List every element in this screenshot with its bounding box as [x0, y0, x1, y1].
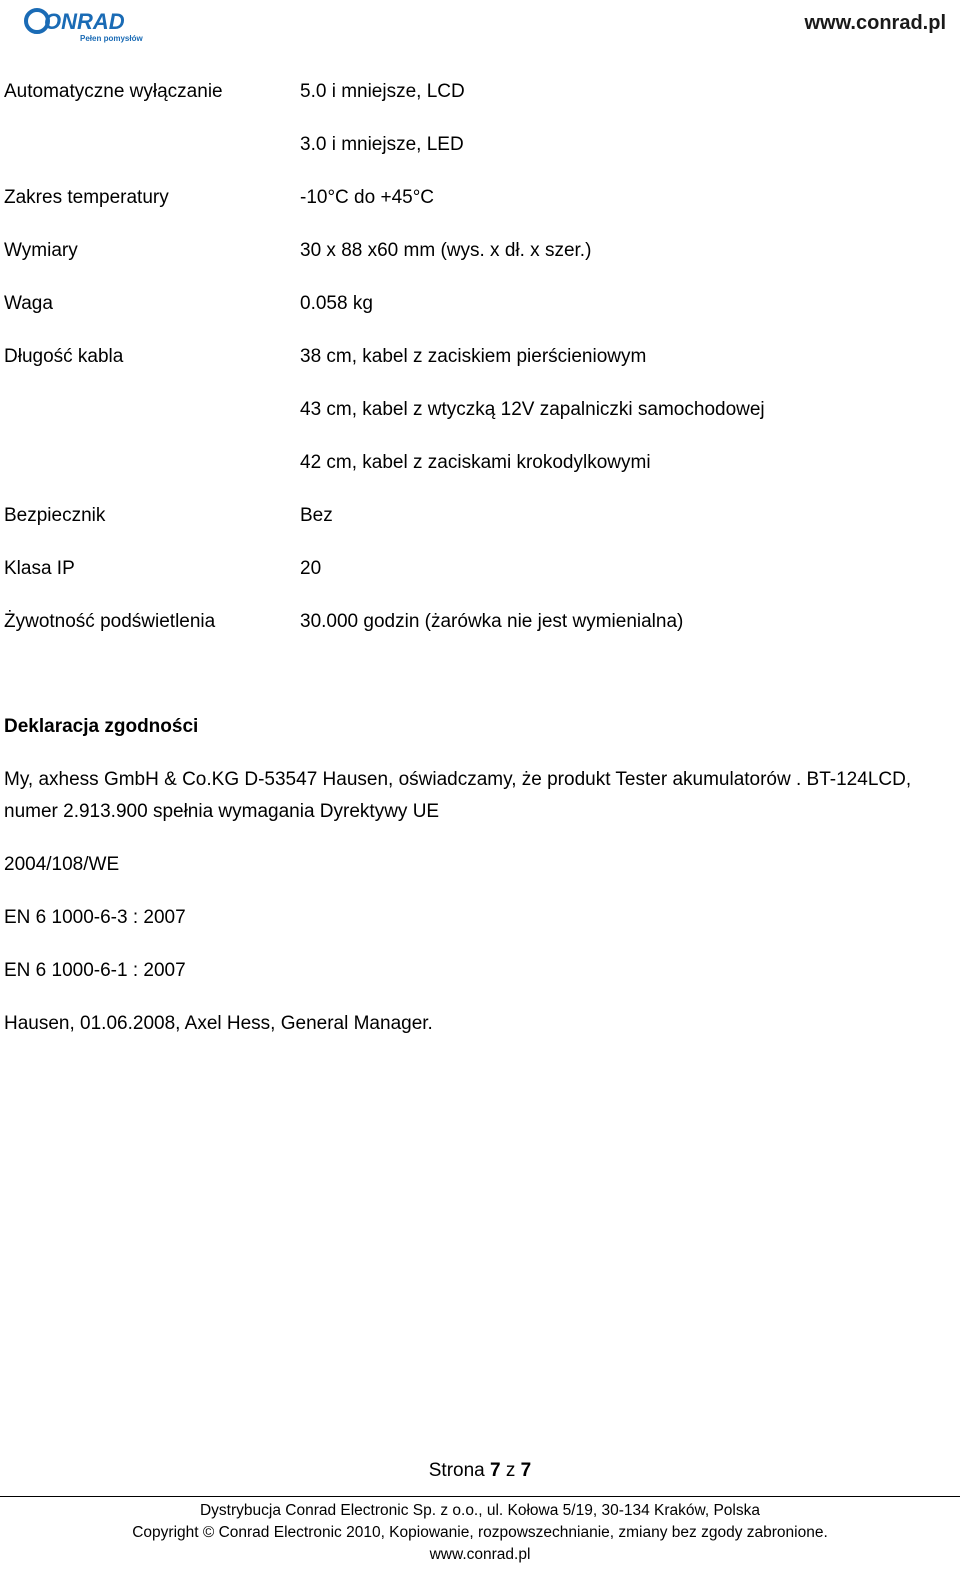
footer-address: Dystrybucja Conrad Electronic Sp. z o.o., ul. Kołowa 5/19, 30-134 Kraków, Polska	[199, 1502, 760, 1519]
spec-label: Automatyczne wyłączanie	[4, 81, 223, 102]
declaration-text: My, axhess GmbH & Co.KG D-53547 Hausen, oświadczamy, że produkt Tester akumulatorów . BT-124LCD, numer 2.913.900 spełnia wymagania Dyrektywy UE	[4, 769, 912, 822]
spec-value: Bez	[300, 505, 333, 526]
footer-url[interactable]: www.conrad.pl	[429, 1546, 531, 1563]
site-url[interactable]: www.conrad.pl	[804, 12, 946, 34]
spec-value: 3.0 i mniejsze, LED	[300, 134, 464, 155]
spec-value: 30 x 88 x60 mm (wys. x dł. x szer.)	[300, 240, 592, 261]
page-separator: z	[505, 1460, 516, 1481]
footer-divider	[0, 1496, 960, 1497]
page-current: 7	[490, 1460, 501, 1481]
declaration-signature: Hausen, 01.06.2008, Axel Hess, General Manager.	[4, 1013, 433, 1034]
spec-value: 0.058 kg	[300, 293, 373, 314]
svg-text:Pełen pomysłów: Pełen pomysłów	[80, 34, 143, 43]
spec-value: 43 cm, kabel z wtyczką 12V zapalniczki samochodowej	[300, 399, 765, 420]
conrad-logo	[24, 6, 144, 44]
declaration-directive: 2004/108/WE	[4, 854, 120, 875]
page-number	[0, 1460, 960, 1482]
spec-label: Bezpiecznik	[4, 505, 106, 526]
svg-text:ONRAD: ONRAD	[44, 9, 125, 34]
declaration-standard: EN 6 1000-6-1 : 2007	[4, 960, 186, 981]
footer	[0, 1500, 960, 1566]
spec-label: Waga	[4, 293, 53, 314]
spec-value: 20	[300, 558, 322, 579]
spec-value: 5.0 i mniejsze, LCD	[300, 81, 465, 102]
spec-label: Długość kabla	[4, 346, 124, 367]
footer-copyright: Copyright © Conrad Electronic 2010, Kopiowanie, rozpowszechnianie, zmiany bez zgody zabronione.	[132, 1524, 828, 1541]
page-prefix: Strona	[428, 1460, 485, 1481]
spec-value: 38 cm, kabel z zaciskiem pierścieniowym	[300, 346, 647, 367]
spec-label: Zakres temperatury	[4, 187, 169, 208]
declaration-heading: Deklaracja zgodności	[4, 716, 199, 737]
spec-label: Żywotność podświetlenia	[4, 611, 216, 632]
spec-value: 30.000 godzin (żarówka nie jest wymienialna)	[300, 611, 684, 632]
spec-label: Klasa IP	[4, 558, 75, 579]
declaration-standard: EN 6 1000-6-3 : 2007	[4, 907, 186, 928]
page-total: 7	[520, 1460, 532, 1481]
spec-value: -10°C do +45°C	[300, 187, 435, 208]
spec-label: Wymiary	[4, 240, 78, 261]
spec-value: 42 cm, kabel z zaciskami krokodylkowymi	[300, 452, 651, 473]
